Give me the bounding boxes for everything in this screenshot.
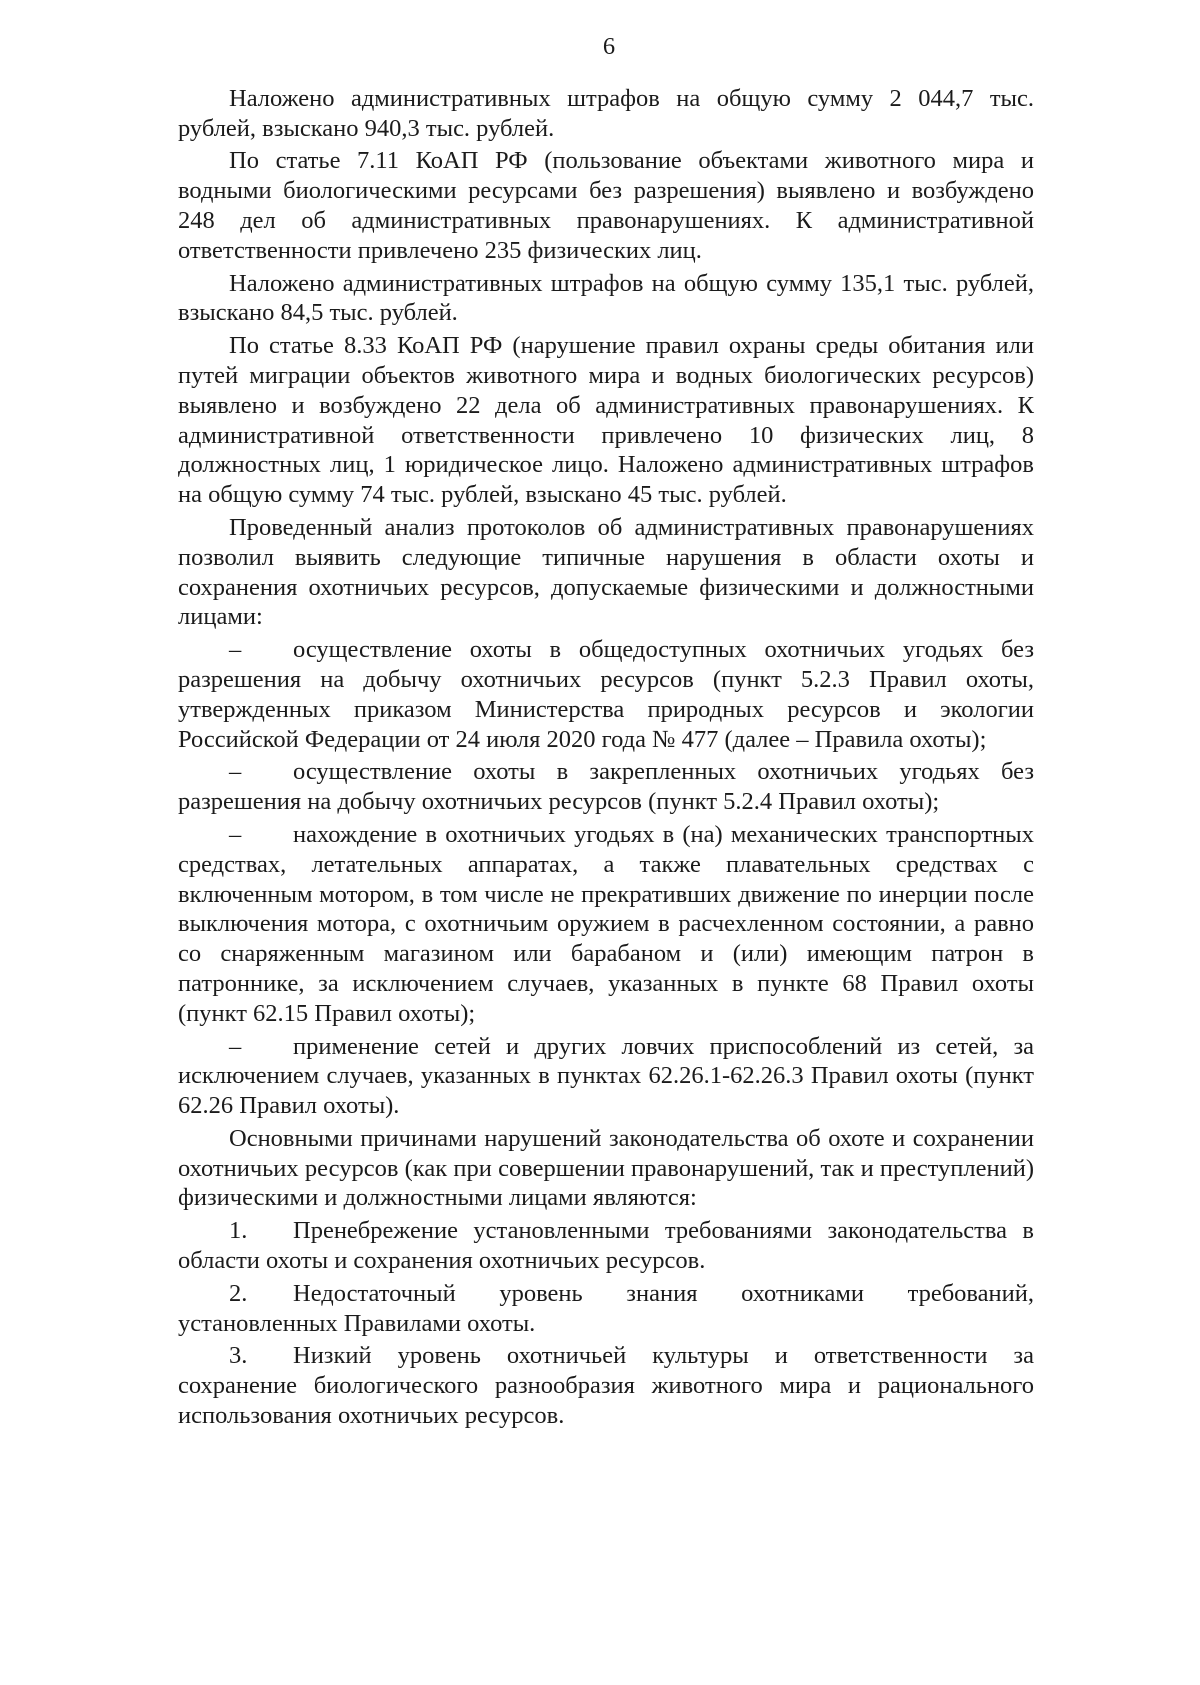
dash-list-item — [178, 635, 1034, 754]
paragraph — [178, 146, 1034, 265]
paragraph-text: По статье 7.11 КоАП РФ (пользование объектами животного мира и водными биологическими ресурсами без разрешения) выявлено и возбуждено 248 дел об административных правонарушениях. К административной ответственности привлечено 235 физических лиц. — [178, 147, 1034, 264]
list-item-text: осуществление охоты в закрепленных охотничьих угодьях без разрешения на добычу охотничьих ресурсов (пункт 5.2.4 Правил охоты); — [178, 758, 1034, 816]
list-item-text: осуществление охоты в общедоступных охотничьих угодьях без разрешения на добычу охотничьих ресурсов (пункт 5.2.3 Правил охоты, утвержденных приказом Министерства природных ресурсов и экологии Российской Федерации от 24 июля 2020 года № 477 (далее – Правила охоты); — [178, 636, 1034, 753]
dash-list-item — [178, 1032, 1034, 1121]
document-page — [178, 32, 1034, 1434]
paragraph-text: Проведенный анализ протоколов об административных правонарушениях позволил выявить следующие типичные нарушения в области охоты и сохранения охотничьих ресурсов, допускаемые физическими и должностными лицами: — [178, 513, 1034, 631]
list-item-text: нахождение в охотничьих угодьях в (на) механических транспортных средствах, летательных аппаратах, а также плавательных средствах с включенным мотором, в том числе не прекративших движение по инерции после выключения мотора, с охотничьим оружием в расчехленном состоянии, а равно со снаряженным магазином или барабаном и (или) имеющим патрон в патроннике, за исключением случаев, указанных в пункте 68 Правил охоты (пункт 62.15 Правил охоты); — [178, 820, 1034, 1027]
dash-marker: – — [229, 636, 242, 664]
list-item-text: Низкий уровень охотничьей культуры и ответственности за сохранение биологического разнообразия животного мира и рационального использования охотничьих ресурсов. — [178, 1342, 1034, 1430]
numbered-list-item — [178, 1279, 1034, 1339]
dash-list-item — [178, 820, 1034, 1029]
paragraph-text: Наложено административных штрафов на общую сумму 135,1 тыс. рублей, взыскано 84,5 тыс. рублей. — [178, 269, 1034, 327]
number-marker: 1. — [229, 1217, 248, 1245]
paragraph — [178, 84, 1034, 144]
page-number: 6 — [602, 33, 616, 60]
list-item-text: применение сетей и других ловчих приспособлений из сетей, за исключением случаев, указанных в пунктах 62.26.1-62.26.3 Правил охоты (пункт 62.26 Правил охоты). — [178, 1032, 1034, 1120]
list-item-text: Пренебрежение установленными требованиями законодательства в области охоты и сохранения охотничьих ресурсов. — [178, 1217, 1034, 1275]
list-item-text: Недостаточный уровень знания охотниками требований, установленных Правилами охоты. — [178, 1279, 1034, 1337]
numbered-list-item — [178, 1216, 1034, 1276]
numbered-list-item — [178, 1341, 1034, 1430]
paragraph — [178, 1124, 1034, 1213]
number-marker: 2. — [229, 1279, 248, 1307]
paragraph — [178, 331, 1034, 510]
paragraph — [178, 513, 1034, 632]
dash-list-item — [178, 757, 1034, 817]
paragraph-text: По статье 8.33 КоАП РФ (нарушение правил охраны среды обитания или путей миграции объектов животного мира и водных биологических ресурсов) выявлено и возбуждено 22 дела об административных правонарушениях. К административной ответственности привлечено 10 физических лиц, 8 должностных лиц, 1 юридическое лицо. Наложено административных штрафов на общую сумму 74 тыс. рублей, взыскано 45 тыс. рублей. — [178, 332, 1034, 509]
number-marker: 3. — [229, 1342, 248, 1370]
dash-marker: – — [229, 758, 242, 786]
paragraph-text: Основными причинами нарушений законодательства об охоте и сохранении охотничьих ресурсов (как при совершении правонарушений, так и преступлений) физическими и должностными лицами являются: — [178, 1124, 1034, 1212]
paragraph-text: Наложено административных штрафов на общую сумму 2 044,7 тыс. рублей, взыскано 940,3 тыс. рублей. — [178, 84, 1034, 142]
paragraph — [178, 269, 1034, 329]
dash-marker: – — [229, 820, 242, 848]
dash-marker: – — [229, 1032, 242, 1060]
